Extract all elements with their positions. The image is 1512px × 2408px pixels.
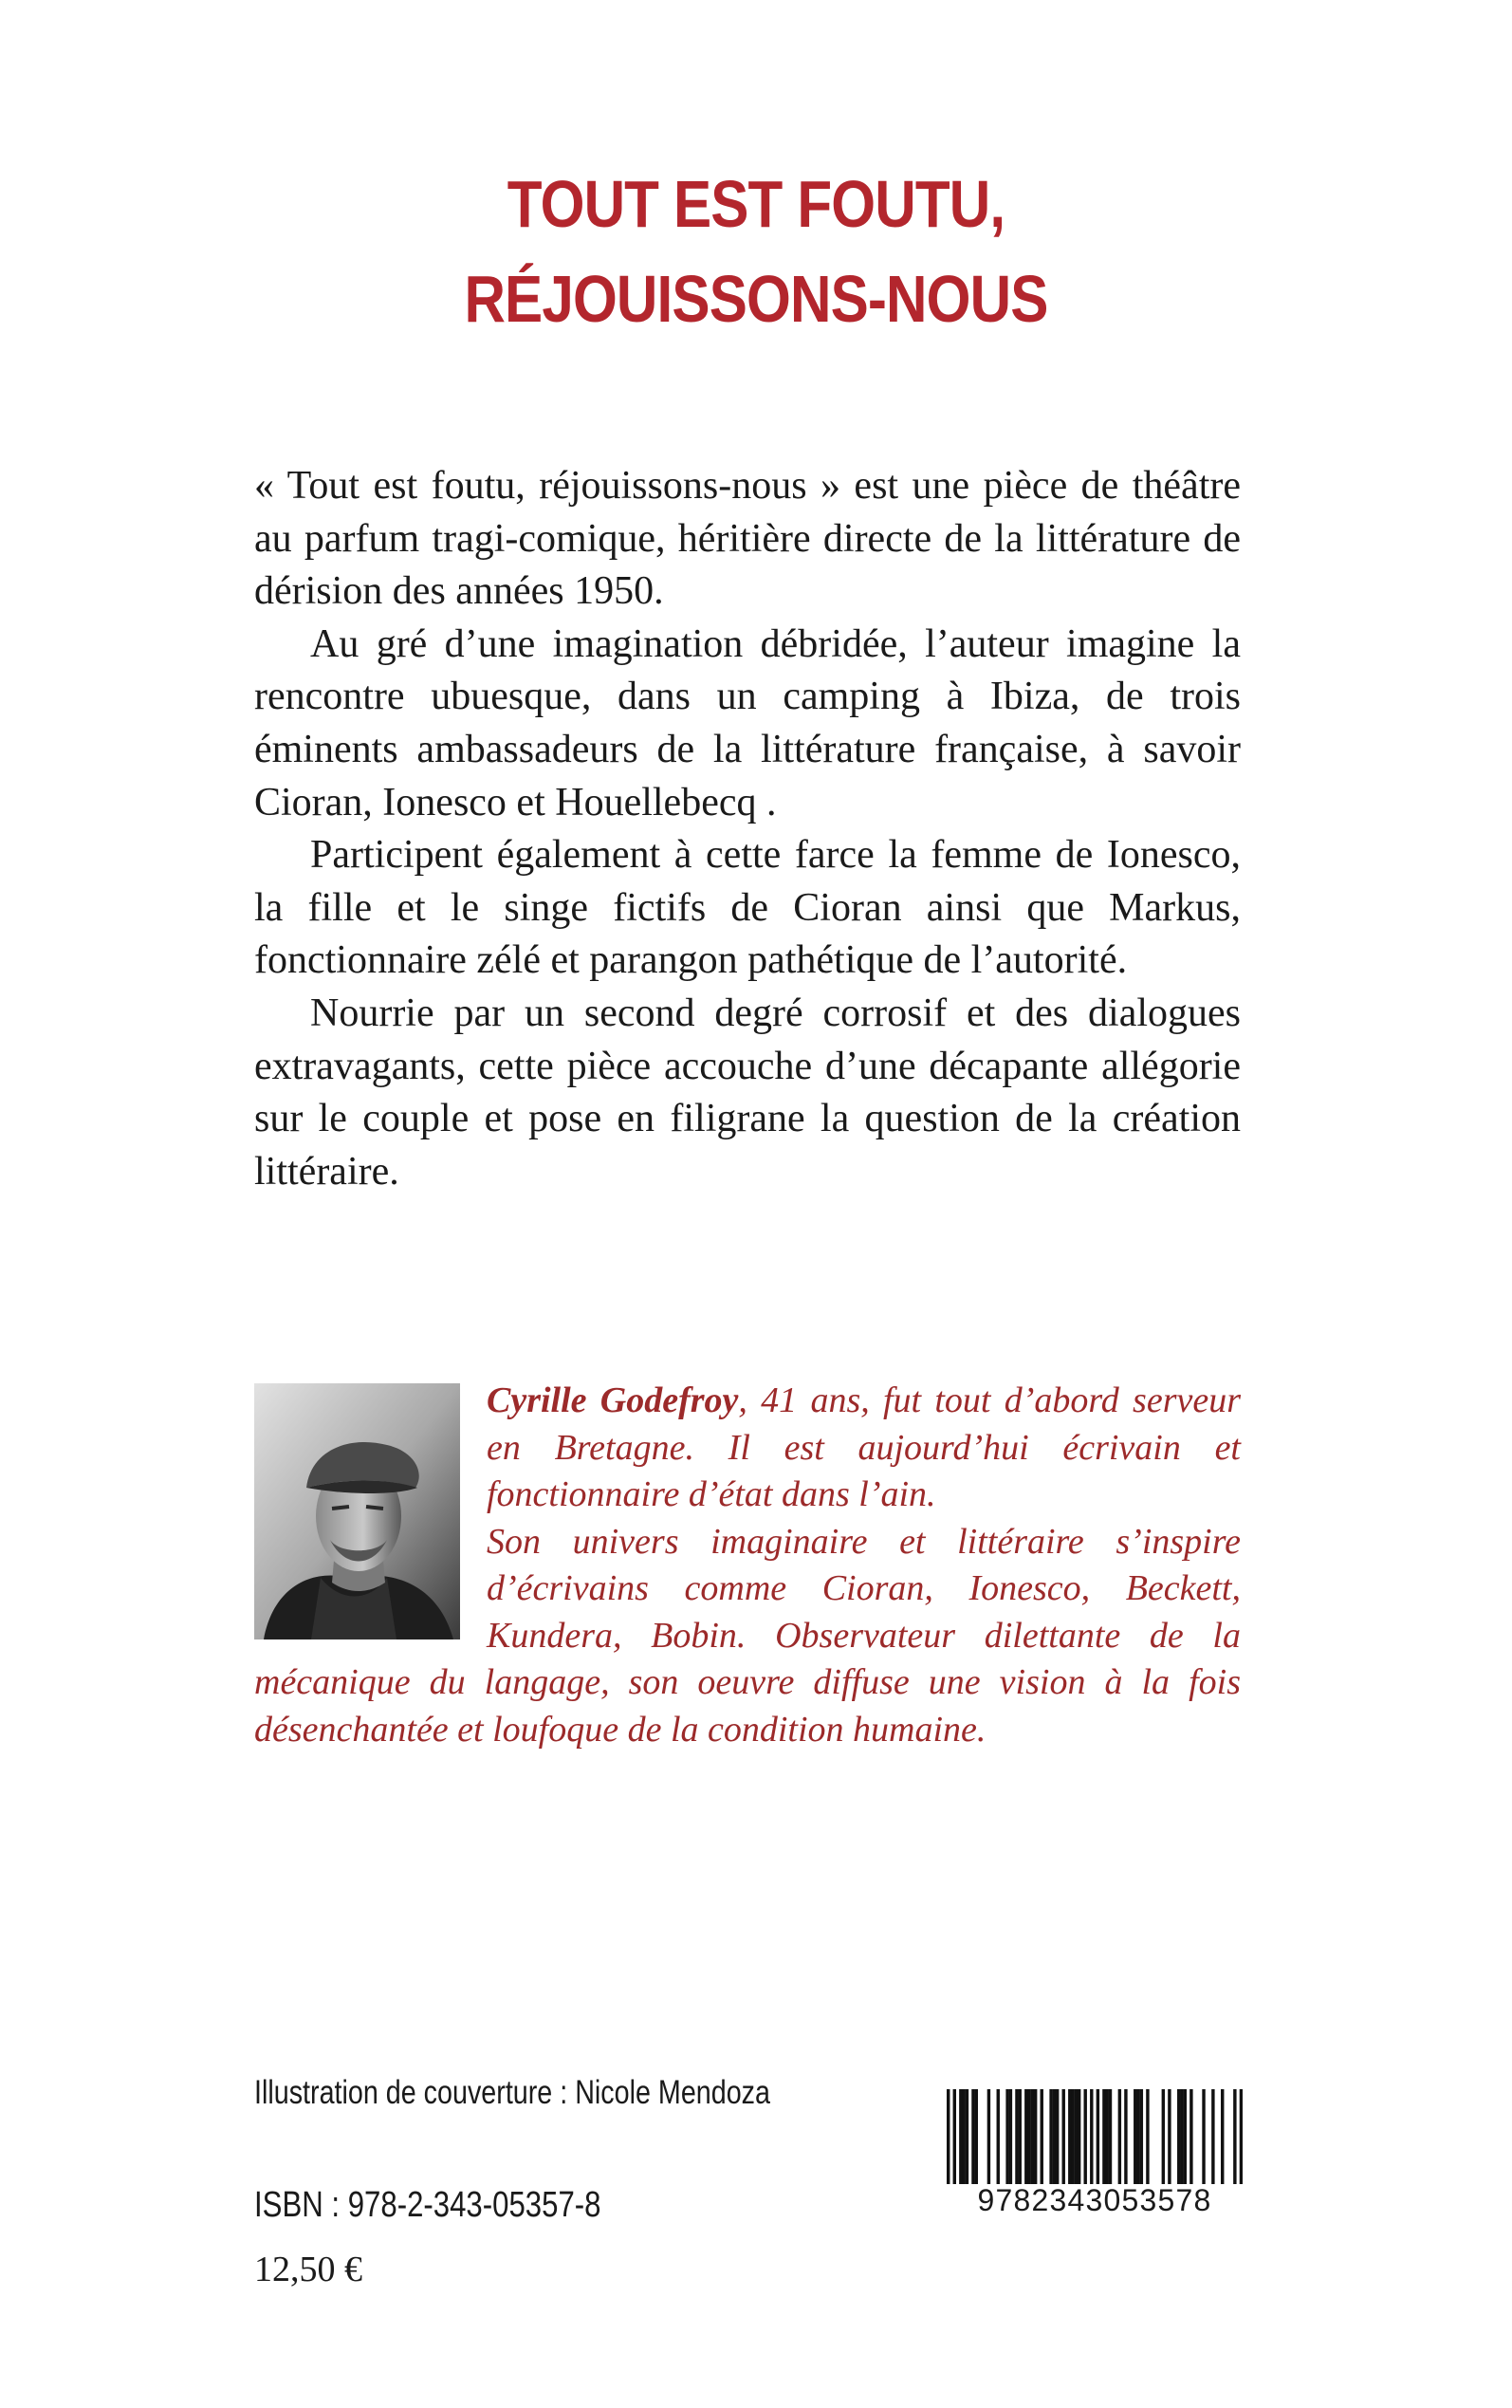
barcode-bar: [966, 2089, 968, 2194]
title-line-1: TOUT EST FOUTU,: [507, 167, 1005, 241]
synopsis: [254, 460, 1241, 1198]
barcode-bar: [971, 2089, 974, 2194]
isbn: ISBN : 978-2-343-05357-8: [254, 2185, 601, 2225]
barcode-bar: [1109, 2089, 1112, 2194]
barcode-bar: [1146, 2089, 1149, 2194]
synopsis-paragraph-2: Au gré d’une imagination débridée, l’auteur imagine la rencontre ubuesque, dans un camping à Ibiza, de trois éminents ambassadeurs de la littérature française, à savoir Cioran, Ionesco et Houellebecq .: [254, 621, 1241, 824]
barcode-bar: [962, 2089, 965, 2194]
barcode-bar: [1009, 2089, 1012, 2194]
barcode-bar: [1140, 2089, 1143, 2194]
barcode-bar: [1005, 2089, 1008, 2194]
barcode-bar: [1118, 2089, 1121, 2194]
title-line-2: RÉJOUISSONS-NOUS: [464, 262, 1048, 336]
barcode-bar: [1041, 2089, 1043, 2194]
barcode-bar: [1134, 2089, 1136, 2194]
barcode-bar: [947, 2089, 950, 2194]
author-bio-part2: Son univers imaginaire et littéraire s’inspire d’écrivains comme Cioran, Ionesco, Beckett, Kundera, Bobin. Observateur dilettante de la mécanique du langage, son oeuvre diffuse une vision à la fois désenchantée et loufoque de la condition humaine.: [254, 1521, 1241, 1750]
author-photo: [254, 1383, 460, 1639]
book-title: [285, 157, 1227, 346]
barcode-bar: [1211, 2089, 1214, 2194]
synopsis-paragraph-4: Nourrie par un second degré corrosif et des dialogues extravagants, cette pièce accouche d’une décapante allégorie sur le couple et pose en filigrane la question de la création littéraire.: [254, 991, 1241, 1194]
barcode-bars: [947, 2089, 1243, 2194]
barcode-bar: [1090, 2089, 1093, 2194]
barcode-bar: [1068, 2089, 1071, 2194]
barcode-bar: [1031, 2089, 1034, 2194]
synopsis-paragraph-3: Participent également à cette farce la femme de Ionesco, la fille et le singe fictifs de Cioran ainsi que Markus, fonctionnaire zélé et parangon pathétique de l’autorité.: [254, 833, 1241, 983]
barcode-bar: [953, 2089, 956, 2194]
barcode-bar: [1124, 2089, 1127, 2194]
barcode-bar: [1097, 2089, 1099, 2194]
barcode-bar: [959, 2089, 962, 2194]
barcode-bar: [1240, 2089, 1243, 2194]
author-section: [254, 1378, 1241, 1753]
barcode-bar: [1162, 2089, 1165, 2194]
barcode-bar: [1056, 2089, 1059, 2194]
illustration-credit: Illustration de couverture : Nicole Mendoza: [254, 2074, 770, 2111]
author-bio-part1: , 41 ans, fut tout d’abord serveur en Bretagne. Il est aujourd’hui écrivain et fonctionnaire d’état dans l’ain.: [487, 1380, 1242, 1514]
barcode-bar: [1177, 2089, 1180, 2194]
author-name: Cyrille Godefroy: [487, 1380, 739, 1420]
barcode-bar: [1015, 2089, 1018, 2194]
barcode-bar: [1168, 2089, 1171, 2194]
barcode-bar: [1062, 2089, 1065, 2194]
barcode-bar: [1049, 2089, 1052, 2194]
barcode-bar: [1075, 2089, 1078, 2194]
barcode-bar: [1034, 2089, 1037, 2194]
barcode-bar: [1189, 2089, 1192, 2194]
barcode-bar: [1053, 2089, 1056, 2194]
barcode-bar: [1233, 2089, 1236, 2194]
barcode-bar: [1105, 2089, 1108, 2194]
barcode-bar: [1102, 2089, 1105, 2194]
barcode-bar: [1024, 2089, 1027, 2194]
synopsis-paragraph-1: « Tout est foutu, réjouissons-nous » est une pièce de théâtre au parfum tragi-comique, héritière directe de la littérature de dérision des années 1950.: [254, 464, 1241, 614]
barcode-bar: [1027, 2089, 1030, 2194]
barcode-bar: [1071, 2089, 1074, 2194]
barcode-bar: [1221, 2089, 1224, 2194]
barcode-bar: [997, 2089, 1000, 2194]
barcode-bar: [1136, 2089, 1139, 2194]
price: 12,50 €: [254, 2250, 362, 2289]
barcode-bar: [1180, 2089, 1183, 2194]
barcode-bar: [1184, 2089, 1187, 2194]
barcode-bar: [1084, 2089, 1087, 2194]
barcode-bar: [987, 2089, 990, 2194]
barcode-bar: [975, 2089, 978, 2194]
barcode: [947, 2089, 1243, 2260]
barcode-bar: [1078, 2089, 1080, 2194]
barcode-number: 9782343053578: [947, 2184, 1243, 2216]
author-portrait-illustration: [254, 1383, 460, 1639]
barcode-bar: [1019, 2089, 1022, 2194]
barcode-bar: [1202, 2089, 1205, 2194]
